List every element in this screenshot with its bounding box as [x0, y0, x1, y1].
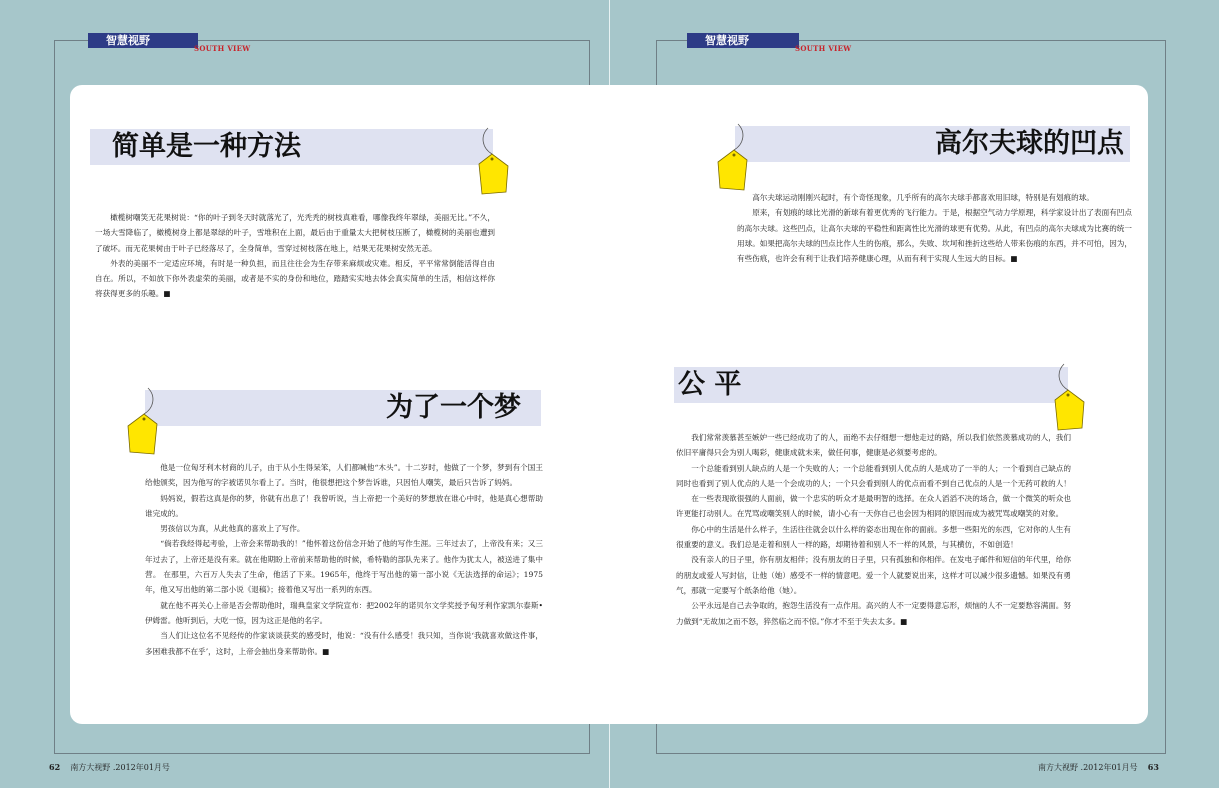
title-fair: 公 平 — [674, 367, 1068, 403]
footer-issue-right: 南方大视野 .2012年01月号 — [1038, 763, 1138, 772]
tag-icon — [712, 122, 752, 192]
article-paragraph: “倘若我经得起考验，上帝会来帮助我的！”他怀着这份信念开始了他的写作生涯。三年过去了，上帝没有来；又三年过去了，上帝还是没有来。就在他期盼上帝前来帮助他的时候，希特勒的部队先来了。他作为犹太人，被送进了集中营。 在那里，六百万人失去了生命，他活了下来。1965年，他终于写出他的第一部小说《无法选择的命运》；1975年，他又写出他的第二部小说《退稿》；接着他又写出一系列的东西。 — [145, 539, 543, 595]
footer-left — [49, 762, 170, 773]
title-golf: 高尔夫球的凹点 — [735, 126, 1130, 162]
article-paragraph: 他是一位匈牙利木材商的儿子，由于从小生得呆笨，人们都喊他“木头”。十二岁时，他做了一个梦，梦到有个国王给他颁奖，因为他写的字被诺贝尔看上了。当时，他很想把这个梦告诉谁，只因怕人嘲笑，最后只告诉了妈妈。 — [145, 463, 543, 488]
article-paragraph: 橄榄树嘲笑无花果树说：“你的叶子到冬天时就落光了，光秃秃的树枝真难看，哪像我终年翠绿，美丽无比。”不久，一场大雪降临了，橄榄树身上都是翠绿的叶子，雪堆积在上面，最后由于重量太大把树枝压断了，橄榄树的美丽也遭到了破坏。而无花果树由于叶子已经落尽了，全身简单，雪穿过树枝落在地上，结果无花果树安然无恙。 — [95, 213, 495, 253]
page-number-right: 63 — [1147, 762, 1159, 772]
article-paragraph: 我们常常羡慕甚至嫉妒一些已经成功了的人，而绝不去仔细想一想他走过的路，所以我们依然羡慕成功的人，我们依旧平庸得只会为别人喝彩，健康成就未来，做任何事，健康是必须要考虑的。 — [676, 433, 1071, 458]
article-paragraph: 就在他不再关心上帝是否会帮助他时，瑞典皇家文学院宣布：把2002年的诺贝尔文学奖授予匈牙利作家凯尔泰斯•伊姆雷。他听到后，大吃一惊，因为这正是他的名字。 — [145, 600, 543, 625]
tag-icon — [474, 126, 514, 196]
header-brand-left: 智慧视野 — [88, 33, 198, 48]
article-simple-body — [95, 210, 495, 302]
tag-icon — [122, 386, 162, 456]
tag-icon — [1050, 362, 1090, 432]
header-sub-left: SOUTH VIEW — [194, 44, 251, 53]
article-paragraph: 在一些表现欲很强的人面前，做一个忠实的听众才是最明智的选择。在众人滔滔不决的场合，做一个微笑的听众也许更能打动别人。在咒骂或嘲笑别人的时候，请小心有一天你自己也会因为相同的原因而成为被咒骂或嘲笑的对象。 — [676, 494, 1071, 519]
title-dream: 为了一个梦 — [145, 390, 541, 426]
header-sub-right: SOUTH VIEW — [795, 44, 852, 53]
article-paragraph: 原来，有划痕的球比光滑的新球有着更优秀的飞行能力。于是，根据空气动力学原理，科学家设计出了表面有凹点的高尔夫球。这些凹点，让高尔夫球的平稳性和距离性比光滑的球更有优势。从此，有凹点的高尔夫球成为比赛的统一用球。如果把高尔夫球的凹点比作人生的伤痕，那么，失败、坎坷和挫折这些给人带来伤痕的东西，并不可怕，因为，有些伤痕，也许会有利于让我们培养健康心理，从而有利于实现人生远大的目标。■ — [737, 208, 1132, 264]
header-brand-right: 智慧视野 — [687, 33, 799, 48]
article-paragraph: 外表的美丽不一定适应环境，有时是一种负担，而且往往会为生存带来麻烦或灾难。相反，平平常常倒能活得自由自在。所以，不如放下你外表虚荣的美丽，或者是不实的身份和地位，踏踏实实地去体会真实简单的生活，相信这样你将获得更多的乐趣。■ — [95, 258, 495, 299]
footer-issue-left: 南方大视野 .2012年01月号 — [70, 763, 170, 772]
article-paragraph: 没有亲人的日子里，你有朋友相伴；没有朋友的日子里，只有孤独和你相伴。在发电子邮件和短信的年代里，给你的朋友或爱人写封信，让他（她）感受不一样的情意吧。爱一个人就要说出来，这样才可以减少很多遗憾。如果没有勇气，那就一定要写个纸条给他（她）。 — [676, 555, 1071, 595]
article-fair-body — [676, 430, 1071, 629]
article-dream-body — [145, 460, 543, 659]
article-paragraph: 高尔夫球运动刚刚兴起时，有个奇怪现象，几乎所有的高尔夫球手都喜欢用旧球，特别是有划痕的球。 — [752, 193, 1094, 202]
article-paragraph: 男孩信以为真，从此他真的喜欢上了写作。 — [160, 524, 305, 534]
article-paragraph: 你心中的生活是什么样子，生活往往就会以什么样的姿态出现在你的面前。多想一些阳光的东西，它对你的人生有很重要的意义。我们总是走着和别人一样的路，却期待着和别人不一样的风景，与其横仿，不如创造！ — [676, 524, 1071, 550]
article-paragraph: 公平永远是自己去争取的，抱怨生活没有一点作用。高兴的人不一定要得意忘形，烦恼的人不一定要愁容满面。努力做到“无故加之而不怒，猝然临之而不惊。”你才不至于失去太多。■ — [676, 601, 1071, 626]
article-golf-body — [737, 190, 1132, 266]
title-simple: 简单是一种方法 — [90, 129, 493, 165]
page-number-left: 62 — [49, 762, 61, 772]
footer-right — [1038, 762, 1159, 773]
article-paragraph: 当人们让这位名不见经传的作家谈谈获奖的感受时，他说：“没有什么感受！我只知，当你说‘我就喜欢做这件事，多困难我都不在乎’，这时，上帝会抽出身来帮助你。■ — [145, 631, 543, 656]
article-paragraph: 妈妈说，假若这真是你的梦，你就有出息了！我曾听说，当上帝把一个美好的梦想放在谁心中时，他是真心想帮助谁完成的。 — [145, 493, 543, 518]
article-paragraph: 一个总能看到别人缺点的人是一个失败的人；一个总能看到别人优点的人是成功了一半的人；一个看到自己缺点的同时也看到了别人优点的人是一个会成功的人；一个只会看到别人的优点而看不到自己优点的人是一个无药可救的人！ — [676, 463, 1071, 488]
